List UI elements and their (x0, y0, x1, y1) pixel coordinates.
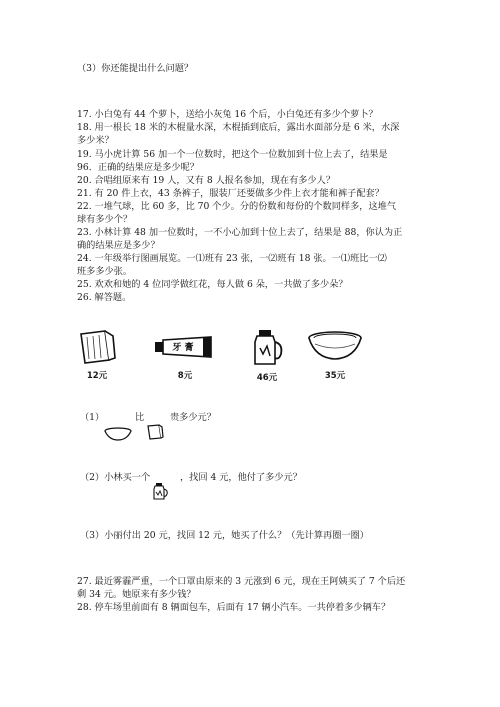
item-price: 12元 (86, 371, 108, 381)
q26-part2-start: （2）小林买一个 (80, 472, 151, 483)
question-26: 26. 解答题。 (77, 292, 132, 303)
item-price: 35元 (324, 371, 346, 381)
question-21: 21. 有 20 件上衣，43 条裤子，服装厂还要做多少件上衣才能和裤子配套？ (77, 188, 384, 199)
q26-part3: （3）小丽付出 20 元，找回 12 元，她买了什么？（先计算再圈一圈） (80, 530, 369, 541)
question-18-cont: 多少米？ (77, 135, 114, 146)
question-22: 22. 一堆气球，比 60 多，比 70 个少。分的份数和每份的个数同样多，这堆气 (77, 201, 397, 212)
item-price: 46元 (256, 373, 278, 383)
question-28: 28. 停车场里前面有 8 辆面包车，后面有 17 辆小汽车。一共停着多少辆车？ (77, 602, 391, 613)
washbasin-icon (305, 328, 365, 366)
question-24: 24. 一年级举行图画展览。一⑴班有 23 张，一⑵班有 18 张。一⑴班比一⑵ (77, 253, 387, 264)
towel-icon (146, 423, 164, 441)
toothpaste-label: 牙 膏 (172, 343, 194, 353)
question-19: 19. 马小虎计算 56 加一个一位数时，把这个一位数加到十位上去了，结果是 (77, 149, 388, 160)
question-24-cont: 班多多少张。 (77, 266, 133, 277)
question-16-part3: （3）你还能提出什么问题？ (77, 63, 194, 74)
item-thermos (237, 328, 297, 383)
question-23-cont: 确的结果应是多少？ (77, 240, 160, 251)
thermos-icon (152, 482, 168, 500)
item-washbasin (300, 328, 370, 381)
question-27: 27. 最近雾霾严重，一个口罩由原来的 3 元涨到 6 元，现在王阿姨买了 7 个后还 (77, 576, 406, 587)
thermos-icon (249, 328, 285, 368)
item-price: 8元 (177, 371, 193, 381)
question-18: 18. 用一根长 18 米的木棍量水深，木棍插到底后，露出水面部分是 6 米，水深 (77, 122, 400, 133)
question-22-cont: 球有多少个？ (77, 214, 133, 225)
q26-part1-number: （1） (80, 412, 105, 423)
washbasin-icon (103, 427, 133, 441)
q26-part1-question: 贵多少元？ (170, 412, 216, 423)
q26-part1-compare: 比 (135, 412, 145, 423)
question-20: 20. 合唱组原来有 19 人，又有 8 人报名参加，现在有多少人？ (77, 175, 336, 186)
q26-part2-end: ，找回 4 元，他付了多少元？ (180, 472, 302, 483)
question-27-cont: 剩 34 元。她原来有多少钱？ (77, 589, 196, 600)
question-17: 17. 小白兔有 44 个萝卜，送给小灰兔 16 个后，小白兔还有多少个萝卜？ (77, 109, 378, 120)
towel-icon (75, 328, 119, 366)
item-toothpaste (150, 328, 220, 381)
toothpaste-icon (153, 328, 217, 366)
question-19-cont: 96．正确的结果应是多少呢？ (77, 162, 199, 173)
question-25: 25. 欢欢和她的 4 位同学做红花，每人做 6 朵，一共做了多少朵？ (77, 279, 348, 290)
item-towel (67, 328, 127, 381)
question-23: 23. 小林计算 48 加一位数时，一不小心加到十位上去了，结果是 88，你认为正 (77, 227, 403, 238)
